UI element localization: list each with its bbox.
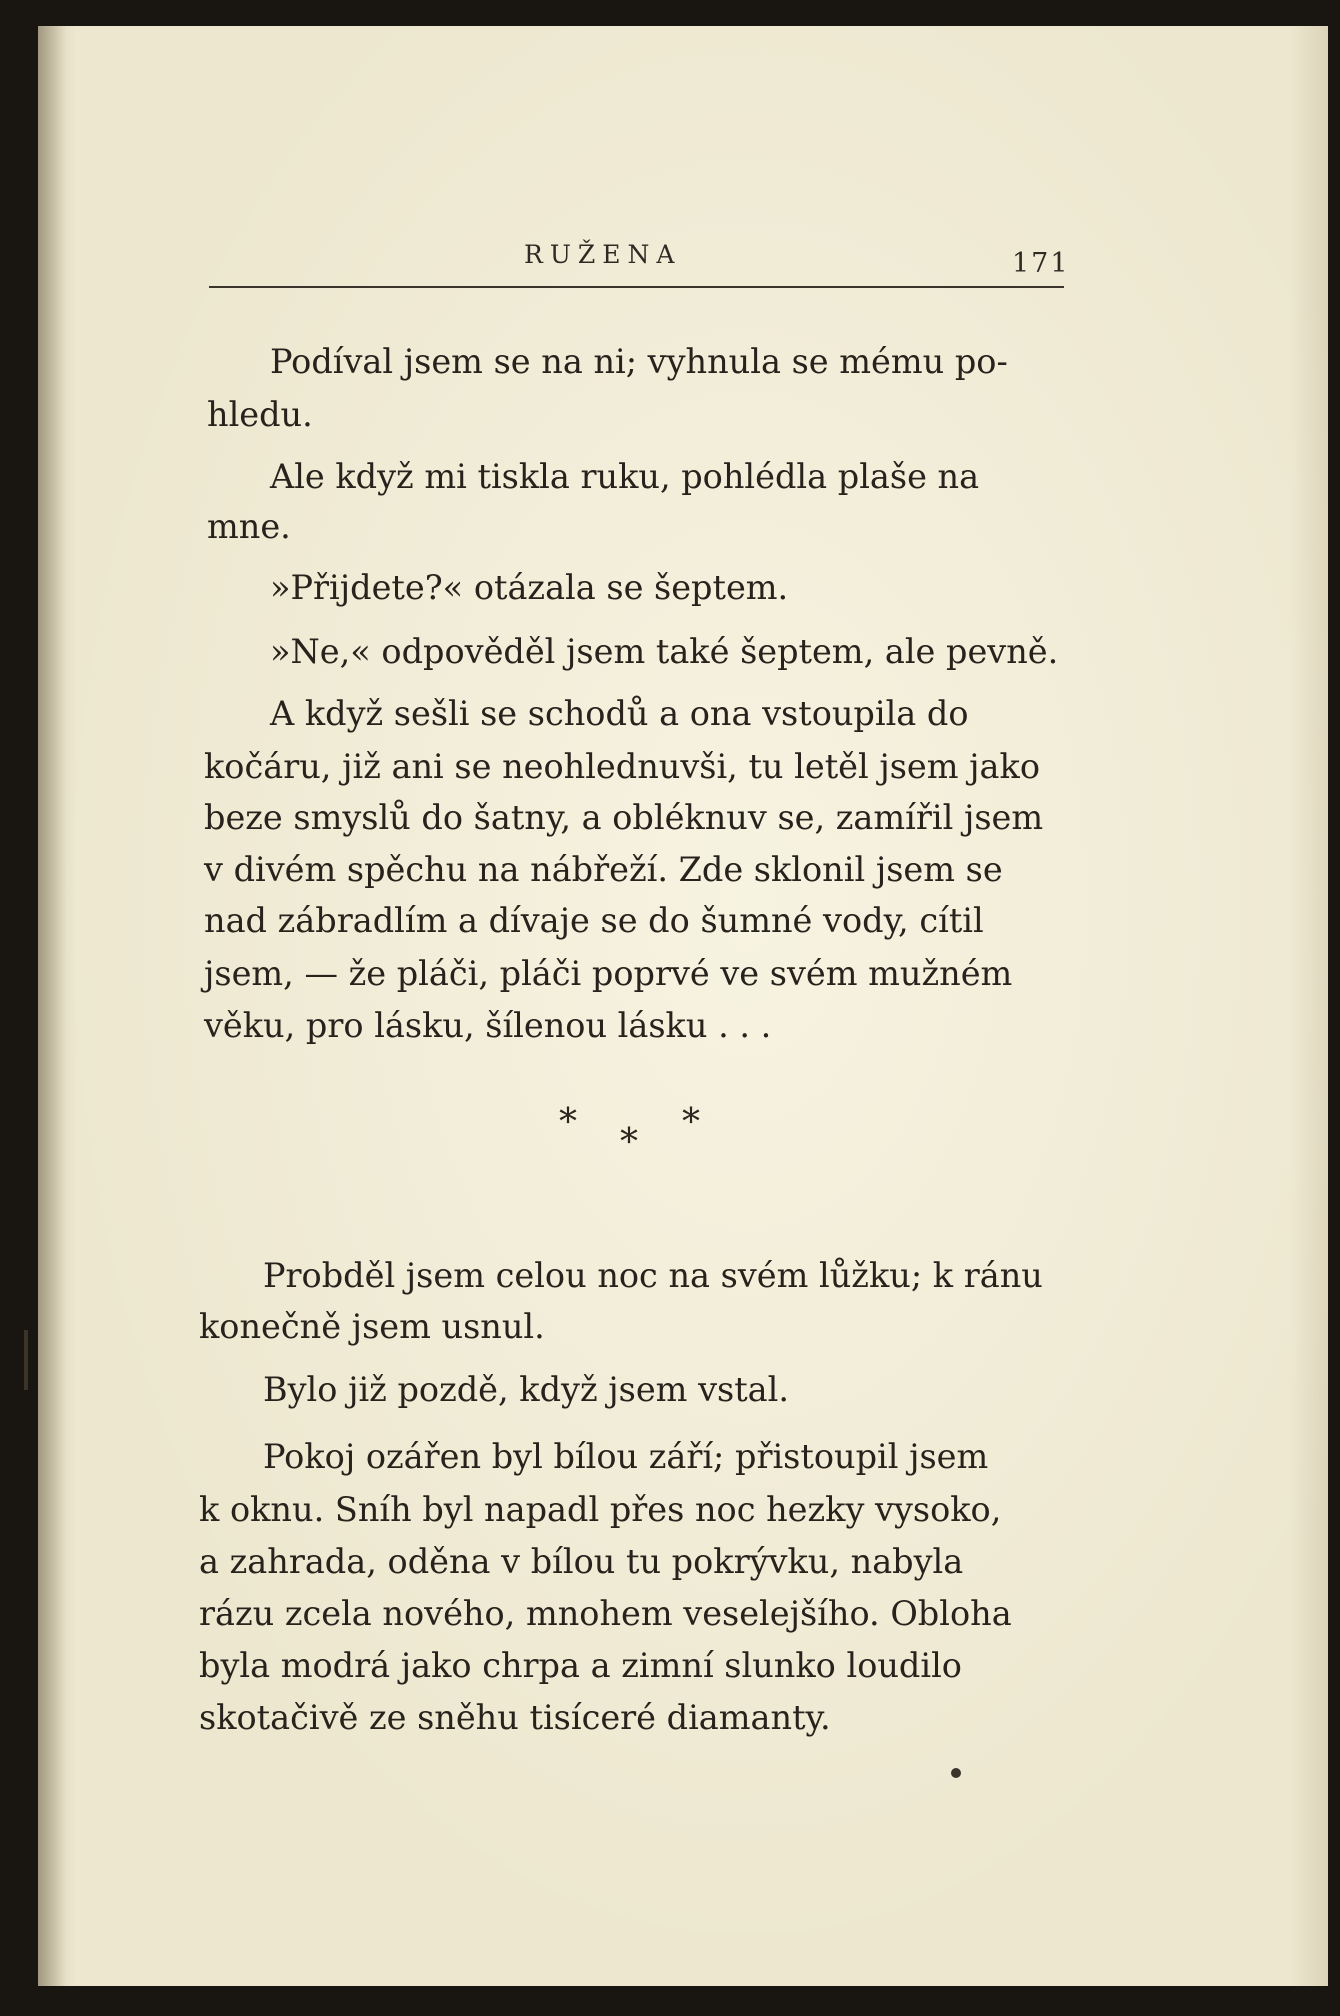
text-line: Pokoj ozářen byl bílou září; přistoupil jsem [263, 1437, 989, 1476]
text-line: A když sešli se schodů a ona vstoupila do [270, 694, 969, 733]
text-line: Ale když mi tiskla ruku, pohlédla plaše na [270, 457, 980, 496]
text-line: skotačivě ze sněhu tisíceré diamanty. [199, 1698, 831, 1737]
header-rule [209, 286, 1064, 288]
text-line: kočáru, již ani se neohlednuvši, tu letěl jsem jako [204, 747, 1040, 786]
text-line: a zahrada, oděna v bílou tu pokrývku, nabyla [199, 1542, 964, 1581]
ink-spot [951, 1768, 961, 1778]
section-break-asterisk-left: * [559, 1102, 577, 1143]
section-break-asterisk-right: * [682, 1102, 700, 1143]
page-edge-mark [24, 1330, 28, 1390]
text-line: konečně jsem usnul. [199, 1307, 545, 1346]
text-line: hledu. [207, 395, 313, 434]
text-line: »Přijdete?« otázala se šeptem. [270, 568, 789, 607]
text-line: rázu zcela nového, mnohem veselejšího. Obloha [199, 1594, 1012, 1633]
text-line: byla modrá jako chrpa a zimní slunko loudilo [199, 1646, 962, 1685]
page-number: 171 [1012, 248, 1070, 279]
spine-shadow [38, 26, 66, 1986]
text-line: věku, pro lásku, šílenou lásku . . . [204, 1006, 772, 1045]
text-line: Probděl jsem celou noc na svém lůžku; k ránu [263, 1256, 1043, 1295]
section-break-asterisk-middle: * [620, 1122, 638, 1163]
text-line: k oknu. Sníh byl napadl přes noc hezky vysoko, [199, 1490, 1002, 1529]
text-line: mne. [207, 507, 291, 546]
text-line: v divém spěchu na nábřeží. Zde sklonil jsem se [204, 850, 1003, 889]
text-line: »Ne,« odpověděl jsem také šeptem, ale pevně. [270, 632, 1059, 671]
text-line [270, 340, 1064, 384]
text-line-content: Podíval jsem se na ni; vyhnula se mému po- [270, 342, 1008, 381]
text-line: beze smyslů do šatny, a obléknuv se, zamířil jsem [204, 798, 1044, 837]
text-line: jsem, — že pláči, pláči poprvé ve svém mužném [204, 954, 1013, 993]
text-line: nad zábradlím a dívaje se do šumné vody, cítil [204, 901, 984, 940]
text-line: Bylo již pozdě, když jsem vstal. [263, 1370, 790, 1409]
running-head-title: RUŽENA [524, 240, 682, 269]
